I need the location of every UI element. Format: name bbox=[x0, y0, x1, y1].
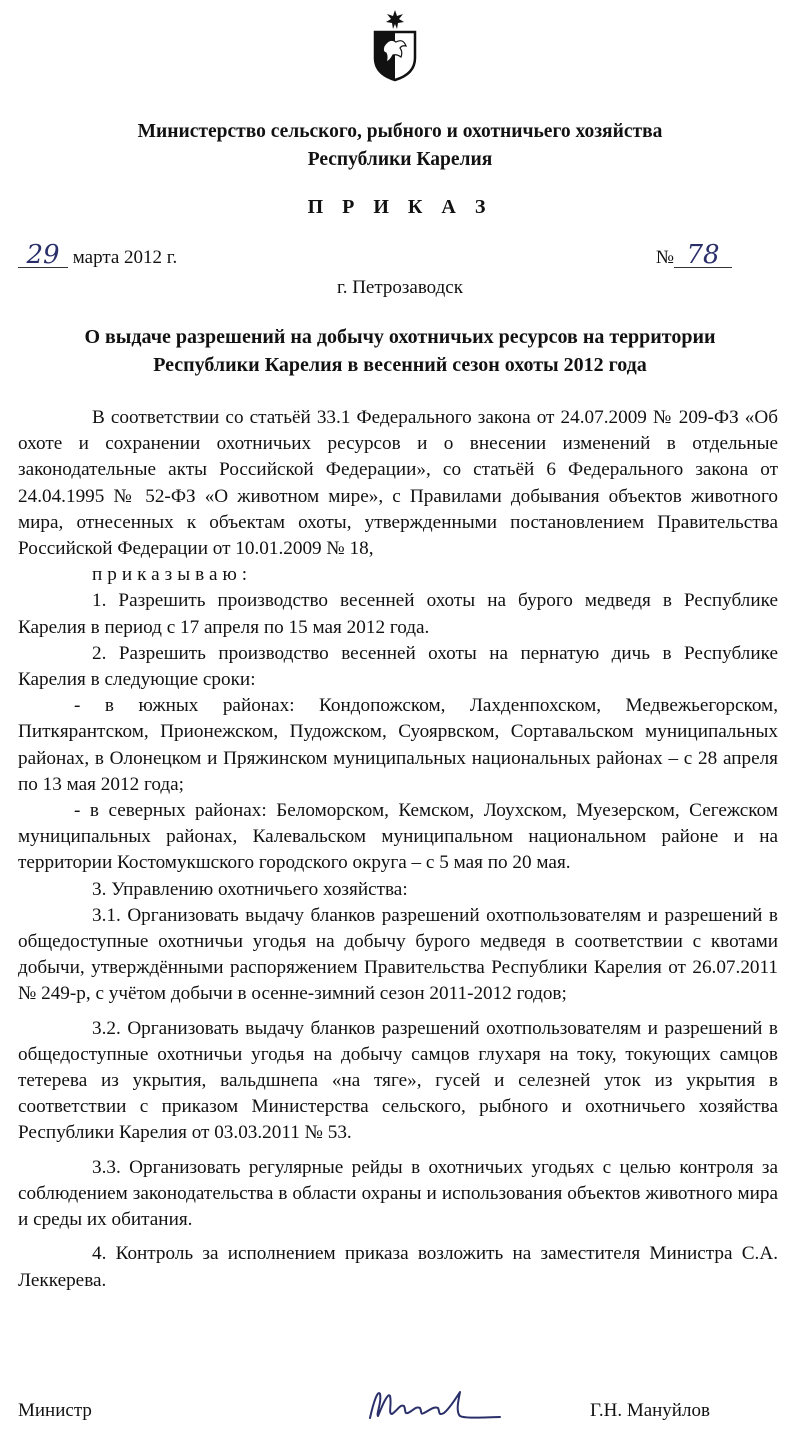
order-number bbox=[655, 240, 732, 270]
order-body bbox=[18, 405, 778, 1294]
item-3: 3. Управлению охотничьего хозяйства: bbox=[92, 878, 408, 900]
date-month-year: марта 2012 г. bbox=[72, 247, 178, 268]
signatory-position: Министр bbox=[18, 1400, 92, 1421]
subject-line2: Республики Карелия в весенний сезон охоты 2012 года bbox=[153, 354, 647, 376]
item-2-north-districts: - в северных районах: Беломорском, Кемском, Лоухском, Муезерском, Сегежском муниципальных районах, Калевальском муниципальном национальном районе и на территории Костомукшского городского округа – с 5 мая по 20 мая. bbox=[18, 800, 778, 874]
order-word: приказываю: bbox=[92, 564, 253, 586]
item-2: 2. Разрешить производство весенней охоты на пернатую дичь в Республике Карелия в следующие сроки: bbox=[18, 642, 778, 691]
item-3-2: 3.2. Организовать выдачу бланков разрешений охотпользователям и разрешений в общедоступные охотничьи угодья на добычу самцов глухаря на току, токующих самцов тетерева из укрытия, вальдшнепа «на тяге», гусей и селезней уток из укрытия в соответствии с приказом Министерства сельского, рыбного и охотничьего хозяйства Республики Карелия от 03.03.2011 № 53. bbox=[18, 1017, 778, 1144]
item-1: 1. Разрешить производство весенней охоты на бурого медведя в Республике Карелия в период с 17 апреля по 15 мая 2012 года. bbox=[18, 590, 778, 638]
item-2-south-districts: - в южных районах: Кондопожском, Лахденпохском, Медвежьегорском, Питкярантском, Прионежском, Пудожском, Суоярвском, Сортавальском муниципальных районах, в Олонецком и Пряжинском муниципальных национальных районах – с 28 апреля по 13 мая 2012 года; bbox=[18, 695, 778, 795]
ministry-name-line2: Республики Карелия bbox=[307, 149, 493, 170]
preamble-paragraph: В соответствии со статьёй 33.1 Федерального закона от 24.07.2009 № 209-ФЗ «Об охоте и сохранении охотничьих ресурсов и о внесении изменений в отдельные законодательные акты Российской Федерации», со статьёй 6 Федерального закона от 24.04.1995 № 52-ФЗ «О животном мире», с Правилами добывания объектов животного мира, отнесенных к объектам охоты, утвержденными постановлением Правительства Российской Федерации от 10.01.2009 № 18, bbox=[18, 407, 778, 560]
handwritten-signature bbox=[360, 1380, 510, 1430]
number-value-handwritten: 78 bbox=[674, 243, 732, 268]
ministry-name-line1: Министерство сельского, рыбного и охотничьего хозяйства bbox=[137, 121, 663, 142]
signatory-name: Г.Н. Мануйлов bbox=[590, 1400, 710, 1421]
subject-line1: О выдаче разрешений на добычу охотничьих ресурсов на территории bbox=[84, 326, 716, 348]
order-date bbox=[18, 240, 178, 270]
ministry-header bbox=[0, 118, 800, 174]
city: г. Петрозаводск bbox=[337, 277, 463, 298]
item-3-1: 3.1. Организовать выдачу бланков разрешений охотпользователям и разрешений в общедоступные охотничьи угодья на добычу бурого медведя в соответствии с квотами добычи, утверждёнными распоряжением Правительства Республики Карелия от 26.07.2011 № 249-р, с учётом добычи в осенне-зимний сезон 2011-2012 годов; bbox=[18, 904, 778, 1005]
date-day-handwritten: 29 bbox=[18, 243, 68, 268]
karelia-coat-of-arms-icon bbox=[369, 8, 421, 82]
order-subject bbox=[0, 323, 800, 379]
item-4: 4. Контроль за исполнением приказа возложить на заместителя Министра С.А. Леккерева. bbox=[18, 1243, 778, 1291]
document-type-title: П Р И К А З bbox=[307, 196, 493, 218]
number-prefix: № bbox=[655, 247, 674, 268]
item-3-3: 3.3. Организовать регулярные рейды в охотничьих угодьях с целью контроля за соблюдением законодательства в области охраны и использования объектов животного мира и среды их обитания. bbox=[18, 1156, 778, 1231]
